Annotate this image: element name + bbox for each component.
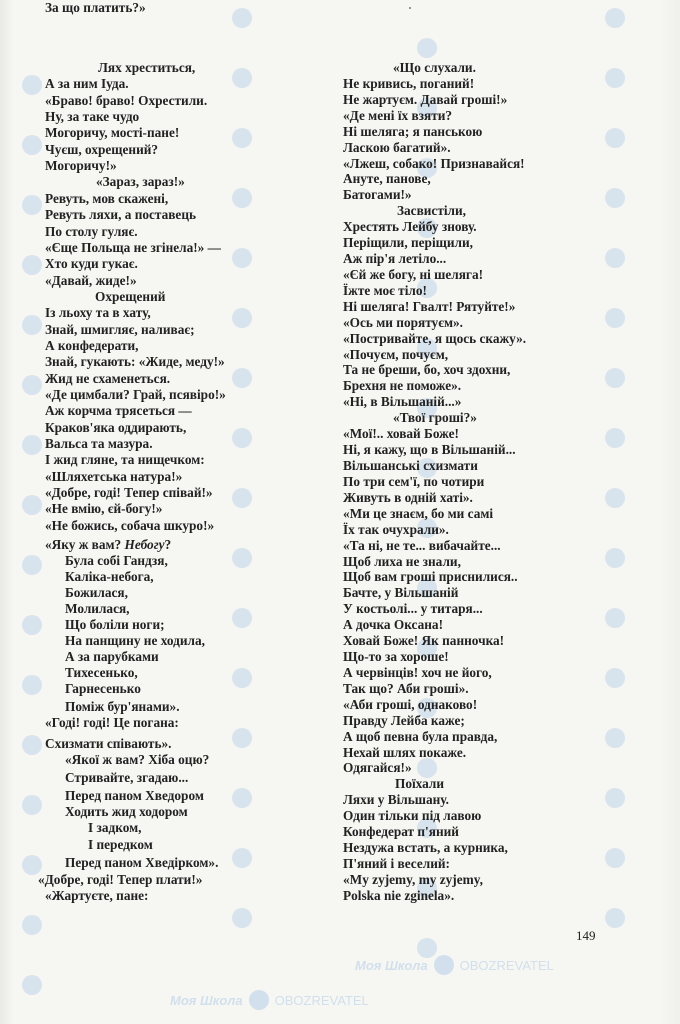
verse-line: Не кривись, поганий! [343, 75, 475, 91]
verse-line: Що-то за хороше! [343, 649, 449, 665]
verse-line: Брехня не поможе». [343, 378, 462, 394]
verse-line [65, 804, 188, 819]
verse-text: Аж корчма трясеться — [45, 403, 192, 419]
verse-text: Знай, шмигляє, наливає; [45, 321, 195, 337]
verse-line [45, 420, 186, 435]
verse-line [65, 553, 168, 568]
verse-line: «Постривайте, я щось скажу». [343, 330, 527, 346]
verse-line [45, 715, 179, 730]
watermark [170, 990, 369, 1010]
verse-line [45, 93, 207, 108]
verse-line: Засвистіли, [397, 203, 466, 219]
verse-text: Лях хреститься, [98, 60, 196, 75]
verse-text: Стривайте, згадаю... [65, 770, 189, 785]
obozrevatel-logo-icon [605, 308, 625, 328]
verse-text: І задком, [88, 820, 142, 835]
verse-text: Божилася, [65, 585, 128, 600]
obozrevatel-logo-icon [232, 848, 252, 868]
verse-line [45, 518, 214, 533]
verse-text: Хто куди гукає. [45, 256, 138, 272]
verse-text: Тихесенько, [65, 665, 138, 680]
obozrevatel-logo-icon [232, 368, 252, 388]
verse-text: Ходить жид ходором [65, 804, 188, 819]
page-number: 149 [576, 928, 596, 943]
verse-line [65, 788, 204, 803]
verse-line [88, 837, 153, 852]
verse-line [45, 224, 138, 239]
obozrevatel-logo-icon [22, 495, 42, 515]
verse-text: «Давай, жиде!» [45, 272, 137, 288]
verse-line: «My zyjemy, my zyjemy, [343, 871, 483, 887]
obozrevatel-logo-icon [417, 38, 437, 58]
obozrevatel-logo-icon [232, 788, 252, 808]
verse-line: Polska nie zginela». [343, 887, 455, 903]
verse-text: «Зараз, зараз!» [96, 174, 185, 190]
verse-line [38, 872, 202, 887]
verse-line [45, 109, 139, 124]
verse-line: «Аби гроші, однаково! [343, 696, 478, 712]
verse-line: Ляхи у Вільшану. [343, 792, 449, 808]
verse-line: По три сем'ї, по чотири [343, 473, 485, 489]
verse-line: Їх так очухрали». [343, 521, 449, 537]
verse-line: Одягайся!» [343, 760, 412, 776]
verse-line [45, 240, 221, 255]
obozrevatel-logo-icon [22, 375, 42, 395]
obozrevatel-logo-icon [232, 8, 252, 28]
verse-line [88, 820, 141, 835]
obozrevatel-logo-icon [417, 758, 437, 778]
verse-text: І жид гляне, та нищечком: [45, 452, 205, 468]
verse-line [45, 354, 225, 369]
obozrevatel-logo-icon [22, 735, 42, 755]
verse-line [45, 501, 162, 516]
verse-text: «Не божись, собача шкуро!» [45, 517, 215, 533]
obozrevatel-logo-icon [22, 195, 42, 215]
verse-text: На панщину не ходила, [65, 633, 205, 648]
obozrevatel-logo-icon [22, 315, 42, 335]
verse-line: У костьолі... у титаря... [343, 601, 483, 617]
verse-text: А за парубками [65, 649, 159, 664]
verse-line: Конфедерат п'яний [343, 824, 459, 840]
verse-line: «Мої!.. ховай Боже! [343, 426, 459, 442]
verse-italic-word: Небогу [124, 537, 165, 552]
scan-speck [409, 7, 411, 9]
verse-line: Батогами!» [343, 187, 412, 203]
obozrevatel-logo-icon [232, 548, 252, 568]
verse-text: Чуєш, охрещений? [45, 141, 159, 157]
obozrevatel-logo-icon [22, 615, 42, 635]
verse-line [98, 60, 195, 75]
verse-line [96, 174, 185, 189]
verse-line: Та не бреши, бо, хоч здохни, [343, 362, 511, 378]
obozrevatel-logo-icon [605, 428, 625, 448]
verse-line [65, 585, 128, 600]
verse-text: «Не вмію, єй-богу!» [45, 501, 163, 517]
obozrevatel-logo-icon [22, 915, 42, 935]
verse-line [65, 633, 205, 648]
watermark-brand-text: OBOZREVATEL [459, 957, 554, 973]
obozrevatel-logo-icon [605, 728, 625, 748]
verse-line [45, 158, 117, 173]
verse-line: «Де мені їх взяти? [343, 107, 453, 123]
verse-text: «Жартуєте, пане: [45, 888, 149, 903]
verse-line [45, 736, 171, 751]
watermark-brand-text: OBOZREVATEL [274, 992, 369, 1008]
verse-text: Знай, гукають: «Жиде, меду!» [45, 354, 225, 370]
obozrevatel-logo-icon [605, 248, 625, 268]
verse-text: Охрещений [95, 288, 166, 304]
verse-text: «Де цимбали? Грай, псявіро!» [45, 387, 226, 402]
obozrevatel-logo-icon [232, 248, 252, 268]
verse-line: Правду Лейба каже; [343, 712, 465, 728]
verse-line [45, 273, 137, 288]
verse-line [65, 601, 130, 616]
verse-line: «Твої гроші?» [393, 410, 477, 426]
verse-line [65, 699, 180, 714]
verse-line [45, 452, 205, 467]
obozrevatel-logo-icon [605, 848, 625, 868]
verse-text: А за ним Іуда. [45, 76, 129, 92]
obozrevatel-logo-icon [605, 68, 625, 88]
obozrevatel-logo-icon [605, 668, 625, 688]
verse-line [45, 256, 138, 271]
verse-text: Вальса та мазура. [45, 436, 153, 452]
verse-text: Перед паном Хведірком». [65, 855, 219, 870]
verse-line: Бачте, у Вільшаній [343, 585, 459, 601]
obozrevatel-logo-icon [22, 555, 42, 575]
verse-text: Могоричу, мості-пане! [45, 125, 180, 141]
verse-text: По столу гуляє. [45, 223, 138, 239]
verse-line [45, 485, 213, 500]
obozrevatel-logo-icon [249, 990, 269, 1010]
obozrevatel-logo-icon [232, 608, 252, 628]
verse-text: Могоричу!» [45, 158, 117, 174]
verse-line [65, 752, 209, 767]
watermark-school-text: Моя Школа [170, 992, 243, 1008]
verse-punctuation: ? [164, 537, 172, 552]
verse-text: Ревуть, мов скажені, [45, 190, 169, 206]
verse-line [45, 387, 226, 402]
verse-text: Каліка-небога, [65, 569, 154, 584]
verse-line: Їжте моє тіло! [343, 282, 427, 298]
verse-line [65, 617, 165, 632]
verse-text: Із льоху та в хату, [45, 305, 151, 321]
verse-line: Аж пір'я летіло... [343, 251, 447, 267]
verse-text: Схизмати співають». [45, 736, 172, 751]
verse-line: «Почуєм, почуєм, [343, 346, 449, 362]
verse-line: Не жартуєм. Давай гроші!» [343, 91, 508, 107]
obozrevatel-logo-icon [22, 75, 42, 95]
verse-text: Ну, за таке чудо [45, 109, 140, 125]
verse-line: Періщили, періщили, [343, 235, 473, 251]
verse-line: Хрестять Лейбу знову. [343, 219, 477, 235]
verse-line: Поїхали [395, 776, 445, 792]
verse-line: «Ми це знаєм, бо ми самі [343, 505, 494, 521]
verse-line: П'яний і веселий: [343, 856, 450, 871]
verse-line [45, 0, 146, 15]
verse-line: Щоб лиха не знали, [343, 553, 461, 569]
obozrevatel-logo-icon [434, 955, 454, 975]
verse-line: А щоб певна була правда, [343, 728, 498, 744]
verse-text: Гарнесенько [65, 681, 141, 696]
verse-line: Так що? Аби гроші». [343, 680, 469, 696]
obozrevatel-logo-icon [22, 975, 42, 995]
obozrevatel-logo-icon [605, 8, 625, 28]
verse-text: Молилася, [65, 601, 130, 616]
verse-text: «Яку ж вам? [45, 537, 125, 552]
verse-text: Поміж бур'янами». [65, 699, 180, 714]
verse-text: «Якої ж вам? Хіба оцю? [65, 752, 210, 767]
verse-text: Ревуть ляхи, а поставець [45, 207, 197, 223]
obozrevatel-logo-icon [605, 128, 625, 148]
verse-line [45, 888, 148, 903]
verse-line [45, 469, 182, 484]
obozrevatel-logo-icon [232, 488, 252, 508]
obozrevatel-logo-icon [232, 728, 252, 748]
obozrevatel-logo-icon [605, 908, 625, 928]
verse-line [45, 142, 158, 157]
verse-line [45, 76, 129, 91]
verse-line [65, 665, 138, 680]
obozrevatel-logo-icon [232, 428, 252, 448]
verse-line: Ануте, панове, [343, 171, 431, 187]
verse-line: Ховай Боже! Як панночка! [343, 633, 505, 649]
obozrevatel-logo-icon [605, 368, 625, 388]
verse-line [45, 338, 139, 353]
verse-text: «Добре, годі! Тепер співай!» [45, 485, 213, 501]
obozrevatel-logo-icon [605, 608, 625, 628]
obozrevatel-logo-icon [22, 135, 42, 155]
verse-line [65, 649, 159, 664]
verse-line [65, 855, 218, 870]
verse-line: Ні, я кажу, що в Вільшаній... [343, 442, 516, 458]
verse-line: А дочка Оксана! [343, 617, 444, 633]
verse-line: Нездужа встать, а курника, [343, 840, 508, 856]
verse-line [45, 125, 179, 140]
obozrevatel-logo-icon [605, 488, 625, 508]
verse-line [45, 436, 153, 451]
verse-line: «Єй же богу, ні шеляга! [343, 266, 484, 282]
verse-line: «Лжеш, собако! Признавайся! [343, 155, 525, 171]
obozrevatel-logo-icon [232, 308, 252, 328]
verse-line: Ні шеляга! Гвалт! Рятуйте!» [343, 298, 516, 314]
verse-line: Один тільки під лавою [343, 808, 482, 824]
watermark-school-text: Моя Школа [355, 957, 428, 973]
verse-line [45, 537, 171, 552]
verse-text: Що боліли ноги; [65, 617, 165, 632]
verse-line [65, 770, 188, 785]
verse-text: І передком [88, 837, 153, 852]
verse-text: «Добре, годі! Тепер плати!» [38, 872, 203, 887]
verse-line [95, 289, 165, 304]
obozrevatel-logo-icon [22, 435, 42, 455]
verse-text: «Єще Польща не згінела!» — [45, 239, 221, 255]
verse-line: «Ні, в Вільшаній...» [343, 394, 462, 410]
verse-line: Живуть в одній хаті». [343, 489, 473, 505]
obozrevatel-logo-icon [232, 188, 252, 208]
verse-text: Перед паном Хведором [65, 788, 204, 803]
obozrevatel-logo-icon [232, 68, 252, 88]
obozrevatel-logo-icon [605, 548, 625, 568]
verse-line: Нехай шлях покаже. [343, 744, 467, 760]
verse-text: «Шляхетська натура!» [45, 468, 183, 484]
obozrevatel-logo-icon [22, 795, 42, 815]
verse-text: А конфедерати, [45, 337, 139, 353]
obozrevatel-logo-icon [22, 255, 42, 275]
verse-text: «Годі! годі! Це погана: [45, 715, 179, 730]
verse-line: Ласкою багатий». [343, 139, 451, 155]
obozrevatel-logo-icon [232, 908, 252, 928]
obozrevatel-logo-icon [605, 788, 625, 808]
obozrevatel-logo-icon [22, 675, 42, 695]
verse-line [45, 322, 195, 337]
verse-line [45, 305, 151, 320]
verse-line: Щоб вам гроші приснилися.. [343, 569, 518, 585]
obozrevatel-logo-icon [232, 128, 252, 148]
verse-text: Була собі Гандзя, [65, 553, 168, 568]
verse-line [45, 191, 168, 206]
verse-text: За що платить?» [45, 0, 146, 15]
verse-line: Ні шеляга; я панською [343, 123, 483, 139]
verse-line [65, 681, 141, 696]
obozrevatel-logo-icon [232, 668, 252, 688]
verse-line: Вільшанські схизмати [343, 458, 478, 473]
verse-line [45, 403, 192, 418]
verse-text: Краков'яка оддирають, [45, 419, 187, 435]
watermark [355, 955, 554, 975]
verse-line: А червінців! хоч не його, [343, 664, 492, 680]
obozrevatel-logo-icon [605, 188, 625, 208]
verse-line [45, 207, 196, 222]
verse-line: «Що слухали. [393, 60, 476, 75]
verse-line: «Та ні, не те... вибачайте... [343, 537, 501, 553]
verse-line: «Ось ми порятуєм». [343, 314, 463, 330]
verse-text: Жид не схаменеться. [45, 370, 171, 386]
verse-text: «Браво! браво! Охрестили. [45, 92, 208, 108]
verse-line [65, 569, 154, 584]
verse-line [45, 371, 170, 386]
